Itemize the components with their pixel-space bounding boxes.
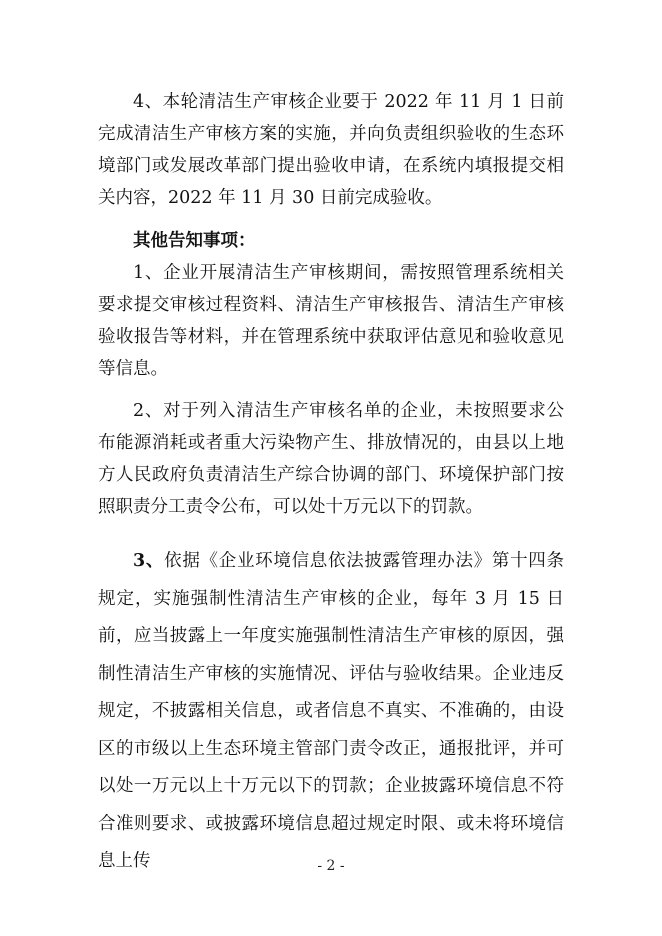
paragraph-disclosure-penalty: 2、对于列入清洁生产审核名单的企业，未按照要求公布能源消耗或者重大污染物产生、排放情况的，由县以上地方人民政府负责清洁生产综合协调的部门、环境保护部门按照职责分工责令公布，可以处十万元以下的罚款。 xyxy=(98,401,564,517)
paragraph-audit-materials: 1、企业开展清洁生产审核期间，需按照管理系统相关要求提交审核过程资料、清洁生产审核报告、清洁生产审核验收报告等材料，并在管理系统中获取评估意见和验收意见等信息。 xyxy=(98,263,564,379)
section-heading-other-notices: 其他告知事项： xyxy=(133,231,256,251)
paragraph-environmental-disclosure xyxy=(98,543,564,881)
paragraph-completion-deadline: 4、本轮清洁生产审核企业要于 2022 年 11 月 1 日前完成清洁生产审核方案的实施，并向负责组织验收的生态环境部门或发展改革部门提出验收申请，在系统内填报提交相关内容，2022 年 11 月 30 日前完成验收。 xyxy=(98,92,564,208)
paragraph-body: 依据《企业环境信息依法披露管理办法》第十四条规定，实施强制性清洁生产审核的企业，每年 3 月 15 日前，应当披露上一年度实施强制性清洁生产审核的原因，强制性清洁生产审核的实施情况、评估与验收结果。企业违反规定，不披露相关信息，或者信息不真实、不准确的，由设区的市级以上生态环境主管部门责令改正，通报批评，并可以处一万元以上十万元以下的罚款；企业披露环境信息不符合准则要求、或披露环境信息超过规定时限、或未将环境信息上传 xyxy=(98,551,565,871)
paragraph-number: 3、 xyxy=(133,551,165,571)
page-number: - 2 - xyxy=(317,858,345,874)
